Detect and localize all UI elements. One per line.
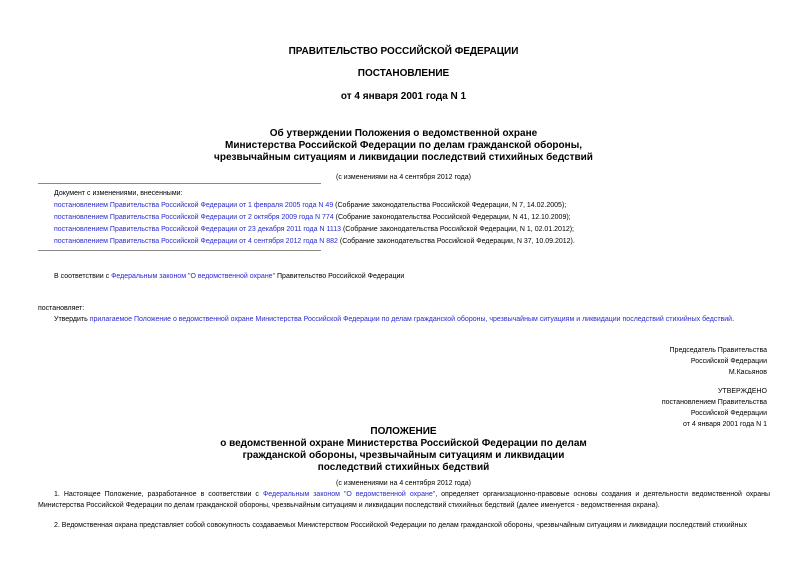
signature-line: Российской Федерации <box>690 358 767 365</box>
divider <box>38 250 321 251</box>
government-name: ПРАВИТЕЛЬСТВО РОССИЙСКОЙ ФЕДЕРАЦИИ <box>288 46 519 57</box>
amendment-link[interactable]: постановлением Правительства Российской Федерации от 1 февраля 2005 года N 49 <box>54 202 334 209</box>
amendment-source: (Собрание законодательства Российской Федерации, N 37, 10.09.2012). <box>337 238 575 245</box>
regulation-subtitle: гражданской обороны, чрезвычайным ситуациям и ликвидации <box>242 450 565 461</box>
approved-line: УТВЕРЖДЕНО <box>717 388 767 395</box>
amendment-link[interactable]: постановлением Правительства Российской Федерации от 23 декабря 2011 года N 1113 <box>54 226 341 233</box>
paragraph-1 <box>38 489 770 511</box>
federal-law-link[interactable]: Федеральным законом "О ведомственной охране" <box>262 491 436 498</box>
preamble <box>54 272 404 281</box>
revision-note: (с изменениями на 4 сентября 2012 года) <box>336 174 471 181</box>
resolution-prefix: Утвердить <box>54 316 90 323</box>
approved-line: постановлением Правительства <box>661 399 767 406</box>
amendment-source: (Собрание законодательства Российской Федерации, N 1, 02.01.2012); <box>341 226 575 233</box>
preamble-text: Правительство Российской Федерации <box>275 273 405 280</box>
preamble-text: В соответствии с <box>54 273 112 280</box>
federal-law-link[interactable]: Федеральным законом "О ведомственной охране" <box>111 273 276 280</box>
resolution-text <box>54 315 734 324</box>
document-type: ПОСТАНОВЛЕНИЕ <box>357 68 450 79</box>
regulation-link[interactable]: прилагаемое Положение о ведомственной охране Министерства Российской Федерации по делам гражданской обороны, чрезвычайным ситуациям и ликвидации последствий стихийных бедствий <box>89 316 733 323</box>
paragraph-text: 1. Настоящее Положение, разработанное в соответствии с <box>54 491 263 498</box>
approved-line: от 4 января 2001 года N 1 <box>683 421 767 428</box>
amendment-link[interactable]: постановлением Правительства Российской Федерации от 2 октября 2009 года N 774 <box>54 214 334 221</box>
document-date-number: от 4 января 2001 года N 1 <box>340 91 467 102</box>
divider <box>38 183 321 184</box>
signature-name: М.Касьянов <box>728 369 767 376</box>
changes-intro: Документ с изменениями, внесенными: <box>54 190 183 197</box>
amendment-source: (Собрание законодательства Российской Федерации, N 41, 12.10.2009); <box>333 214 571 221</box>
title-line: чрезвычайным ситуациям и ликвидации последствий стихийных бедствий <box>214 152 593 163</box>
resolves-word: постановляет: <box>38 305 85 312</box>
title-line: Об утверждении Положения о ведомственной охране <box>269 128 538 139</box>
list-item <box>54 237 575 246</box>
resolution-suffix: . <box>732 316 735 323</box>
paragraph-2: 2. Ведомственная охрана представляет собой совокупность создаваемых Министерством Российской Федерации по делам гражданской обороны, чрезвычайным ситуациям и ликвидации последствий стихийных <box>54 522 747 529</box>
regulation-subtitle: последствий стихийных бедствий <box>317 462 490 473</box>
paragraph-text: , определяет организационно-правовые основы создания и деятельности ведомственной охраны Министерства Российской Федерации по делам гражданской обороны, чрезвычайным ситуациям и ликвидации последствий стихийных бедствий (далее именуется - ведомственная охрана). <box>38 491 770 509</box>
list-item <box>54 225 574 234</box>
regulation-subtitle: о ведомственной охране Министерства Российской Федерации по делам <box>220 438 587 449</box>
list-item <box>54 201 566 210</box>
title-line: Министерства Российской Федерации по делам гражданской обороны, <box>224 140 583 151</box>
signature-line: Председатель Правительства <box>669 347 767 354</box>
regulation-title: ПОЛОЖЕНИЕ <box>370 426 437 437</box>
amendment-link[interactable]: постановлением Правительства Российской Федерации от 4 сентября 2012 года N 882 <box>54 238 338 245</box>
revision-note: (с изменениями на 4 сентября 2012 года) <box>336 480 471 487</box>
approved-line: Российской Федерации <box>690 410 767 417</box>
list-item <box>54 213 571 222</box>
amendment-source: (Собрание законодательства Российской Федерации, N 7, 14.02.2005); <box>333 202 567 209</box>
